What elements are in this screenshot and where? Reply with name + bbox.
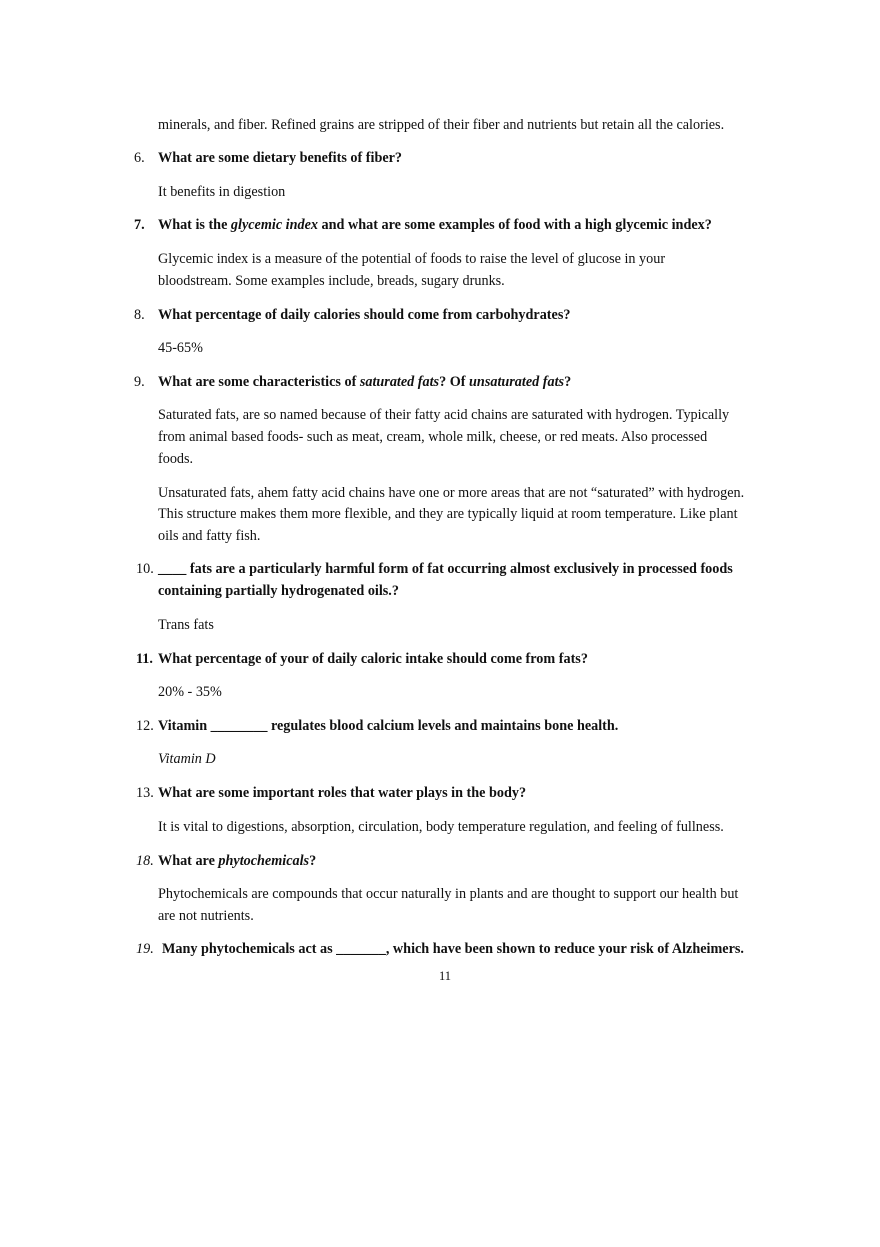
question-13 xyxy=(136,782,798,804)
question-18 xyxy=(136,850,798,872)
answer-12: Vitamin D xyxy=(158,751,216,767)
answer-7-line-1: Glycemic index is a measure of the potential of foods to raise the level of glucose in your xyxy=(158,251,666,267)
question-18-text-post: ? xyxy=(309,853,317,869)
answer-6: It benefits in digestion xyxy=(158,184,286,200)
question-10-line-2: containing partially hydrogenated oils.? xyxy=(158,583,399,599)
question-18-term: phytochemicals xyxy=(218,853,310,869)
question-18-number: 18. xyxy=(136,853,154,869)
question-13-text: What are some important roles that water plays in the body? xyxy=(158,785,527,801)
answer-18-line-2: are not nutrients. xyxy=(158,908,254,924)
question-6 xyxy=(134,147,798,169)
question-7-number: 7. xyxy=(134,217,145,233)
question-11 xyxy=(136,648,798,670)
question-8-number: 8. xyxy=(134,307,145,323)
question-12 xyxy=(136,715,798,737)
question-9-term-unsaturated: unsaturated fats xyxy=(469,374,565,390)
question-12-text: Vitamin ________ regulates blood calcium levels and maintains bone health. xyxy=(158,718,619,734)
question-7-text-pre: What is the xyxy=(158,217,231,233)
question-19-number: 19. xyxy=(136,941,154,957)
question-6-number: 6. xyxy=(134,150,145,166)
question-18-text-pre: What are xyxy=(158,853,219,869)
intro-paragraph: minerals, and fiber. Refined grains are stripped of their fiber and nutrients but retain all the calories. xyxy=(158,117,725,133)
question-8 xyxy=(134,304,798,326)
question-7-text-post: and what are some examples of food with a high glycemic index? xyxy=(318,217,712,233)
question-9-number: 9. xyxy=(134,374,145,390)
question-11-number: 11. xyxy=(136,651,153,667)
answer-9-saturated-line-1: Saturated fats, are so named because of their fatty acid chains are saturated with hydrogen. Typically xyxy=(158,407,730,423)
answer-9-saturated-line-3: foods. xyxy=(158,451,194,467)
answer-9-unsaturated-line-2: This structure makes them more flexible, and they are typically liquid at room temperature. Like plant xyxy=(158,506,738,522)
question-10-number: 10. xyxy=(136,561,154,577)
question-10-line-1: ____ fats are a particularly harmful form of fat occurring almost exclusively in processed foods xyxy=(158,561,733,577)
question-9-text-pre: What are some characteristics of xyxy=(158,374,360,390)
answer-13: It is vital to digestions, absorption, circulation, body temperature regulation, and feeling of fullness. xyxy=(158,819,724,835)
answer-11: 20% - 35% xyxy=(158,684,222,700)
answer-9-saturated-line-2: from animal based foods- such as meat, cream, whole milk, cheese, or red meats. Also processed xyxy=(158,429,708,445)
answer-9-unsaturated-line-1: Unsaturated fats, ahem fatty acid chains have one or more areas that are not “saturated” with hydrogen. xyxy=(158,485,745,501)
question-7 xyxy=(134,214,798,236)
answer-8: 45-65% xyxy=(158,340,203,356)
question-6-text: What are some dietary benefits of fiber? xyxy=(158,150,403,166)
question-10 xyxy=(136,558,798,580)
question-11-text: What percentage of your of daily caloric intake should come from fats? xyxy=(158,651,588,667)
answer-9-unsaturated-line-3: oils and fatty fish. xyxy=(158,528,261,544)
question-9 xyxy=(134,371,798,393)
answer-18-line-1: Phytochemicals are compounds that occur naturally in plants and are thought to support our health but xyxy=(158,886,739,902)
question-19 xyxy=(136,938,802,960)
question-7-term: glycemic index xyxy=(230,217,318,233)
answer-7-line-2: bloodstream. Some examples include, breads, sugary drunks. xyxy=(158,273,505,289)
question-12-number: 12. xyxy=(136,718,154,734)
answer-10: Trans fats xyxy=(158,617,214,633)
question-13-number: 13. xyxy=(136,785,154,801)
question-19-text: Many phytochemicals act as _______, which have been shown to reduce your risk of Alzheimers. xyxy=(162,941,744,957)
question-9-text-post: ? xyxy=(564,374,572,390)
question-9-text-mid: ? Of xyxy=(439,374,470,390)
page-number: 11 xyxy=(438,969,452,983)
question-8-text: What percentage of daily calories should come from carbohydrates? xyxy=(158,307,571,323)
question-9-term-saturated: saturated fats xyxy=(359,374,440,390)
